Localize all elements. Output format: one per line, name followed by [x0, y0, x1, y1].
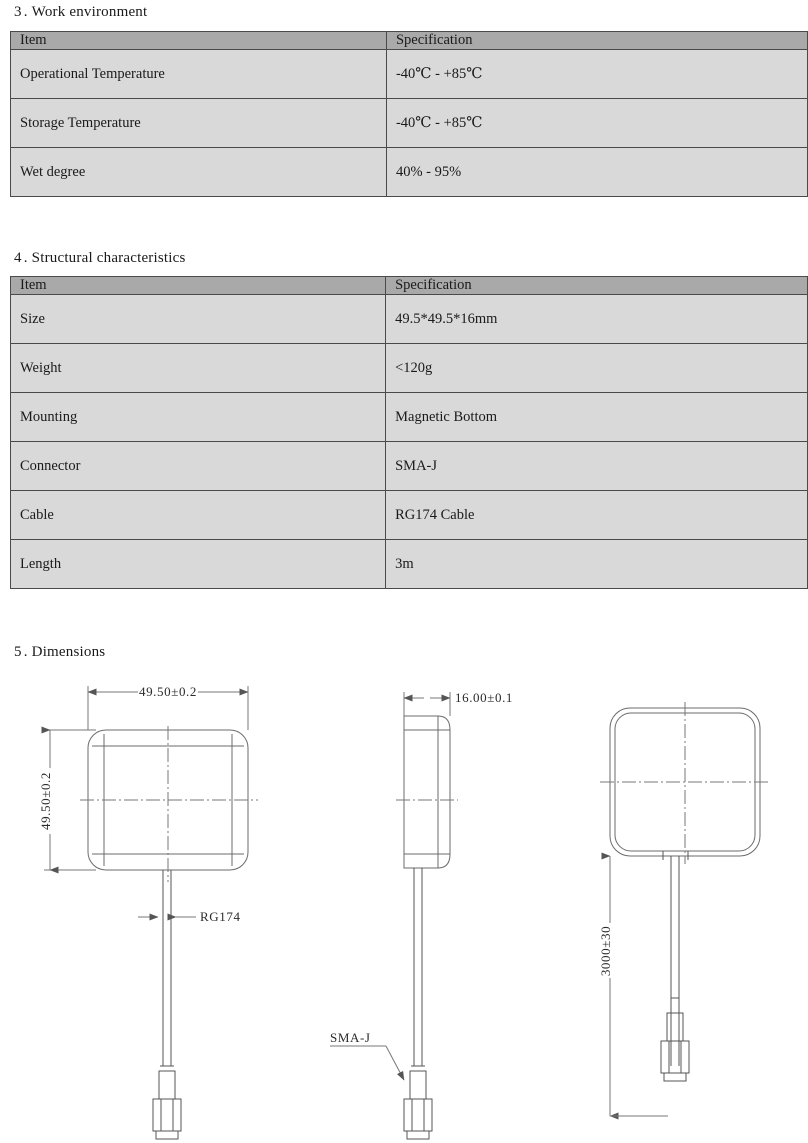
cell-item: Operational Temperature — [11, 50, 387, 99]
cell-item: Length — [11, 540, 386, 589]
cell-item: Weight — [11, 344, 386, 393]
table-row — [11, 540, 808, 589]
top-view-height-dimension-label: 49.50±0.2 — [38, 771, 53, 831]
top-view-sma-connector — [153, 1066, 181, 1139]
section-separator: . — [23, 4, 28, 20]
section-number: 5 — [14, 644, 22, 660]
cell-specification: <120g — [386, 344, 808, 393]
section-title: Structural characteristics — [31, 250, 186, 266]
work-environment-table — [10, 31, 808, 197]
side-view-sma-connector — [404, 1066, 432, 1139]
top-view-drawing — [38, 684, 258, 1139]
section-number: 3 — [14, 4, 22, 20]
cell-specification: -40℃ - +85℃ — [386, 99, 807, 148]
table-row — [11, 491, 808, 540]
technical-drawings-svg — [0, 668, 808, 1143]
top-view-cable-callout-label: RG174 — [200, 909, 241, 924]
cell-item: Wet degree — [11, 148, 387, 197]
bottom-view-cable-length-dimension-label: 3000±30 — [598, 925, 613, 977]
table-row — [11, 99, 808, 148]
side-view-drawing — [330, 690, 513, 1139]
cell-item: Connector — [11, 442, 386, 491]
column-header-specification: Specification — [386, 32, 807, 50]
top-view-width-dimension-label: 49.50±0.2 — [138, 684, 198, 699]
cell-item: Mounting — [11, 393, 386, 442]
cell-specification: RG174 Cable — [386, 491, 808, 540]
cell-specification: 49.5*49.5*16mm — [386, 295, 808, 344]
section-heading-dimensions — [14, 644, 105, 661]
cell-specification: SMA-J — [386, 442, 808, 491]
section-heading-structural-characteristics — [14, 250, 186, 267]
side-view-connector-callout-label: SMA-J — [330, 1030, 371, 1045]
dimension-drawings — [0, 668, 808, 1143]
section-heading-work-environment — [14, 4, 147, 21]
table-header-row — [11, 277, 808, 295]
cell-specification: 3m — [386, 540, 808, 589]
table-row — [11, 442, 808, 491]
table-row — [11, 344, 808, 393]
table-row — [11, 393, 808, 442]
bottom-view-drawing — [598, 702, 770, 1116]
column-header-item: Item — [11, 277, 386, 295]
section-title: Work environment — [31, 4, 148, 20]
table-row — [11, 50, 808, 99]
section-title: Dimensions — [31, 644, 106, 660]
table-row — [11, 295, 808, 344]
bottom-view-sma-connector — [661, 1013, 689, 1081]
side-view-thickness-dimension-label: 16.00±0.1 — [455, 690, 514, 705]
section-number: 4 — [14, 250, 22, 266]
cell-specification: 40% - 95% — [386, 148, 807, 197]
cell-item: Size — [11, 295, 386, 344]
structural-characteristics-table — [10, 276, 808, 589]
cell-item: Cable — [11, 491, 386, 540]
section-separator: . — [23, 250, 28, 266]
table-header-row — [11, 32, 808, 50]
cell-specification: Magnetic Bottom — [386, 393, 808, 442]
cell-specification: -40℃ - +85℃ — [386, 50, 807, 99]
section-separator: . — [23, 644, 28, 660]
column-header-item: Item — [11, 32, 387, 50]
cell-item: Storage Temperature — [11, 99, 387, 148]
table-row — [11, 148, 808, 197]
column-header-specification: Specification — [386, 277, 808, 295]
